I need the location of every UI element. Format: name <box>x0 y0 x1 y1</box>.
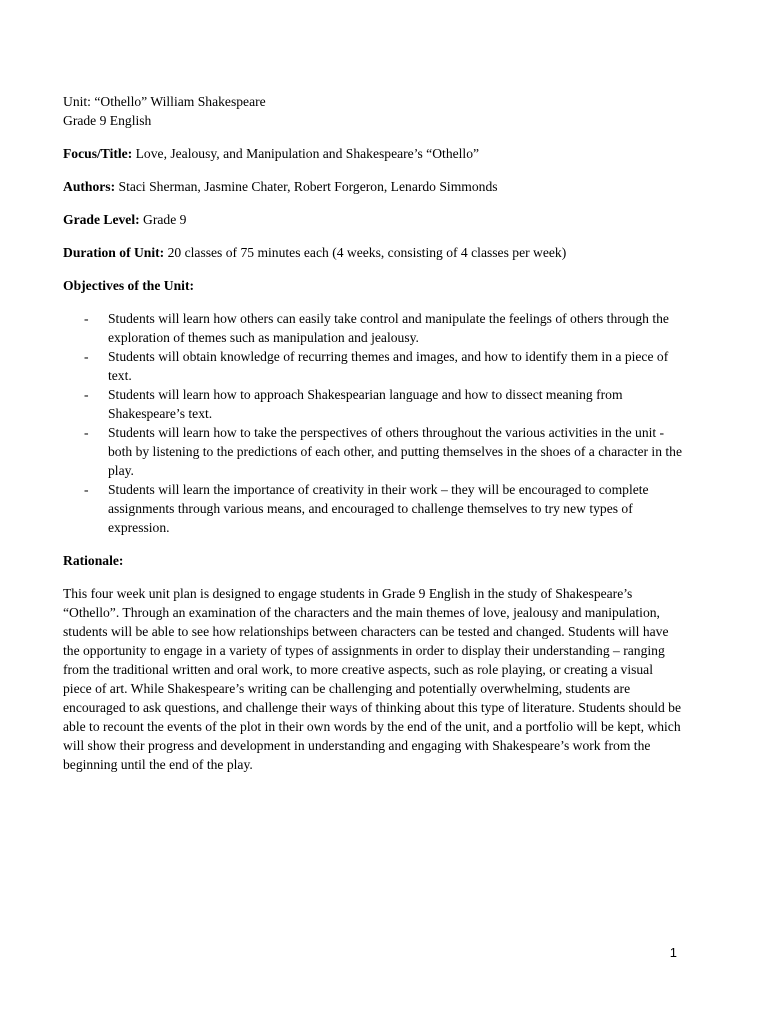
objective-text: Students will learn how to take the perspectives of others throughout the various activities in the unit - both by listening to the predictions of each other, and putting themselves in the shoes of a character in the play. <box>108 425 683 478</box>
authors-line <box>63 177 685 196</box>
bullet-dash: - <box>84 311 89 326</box>
objectives-list <box>63 309 685 537</box>
unit-header <box>63 92 685 130</box>
focus-title-label: Focus/Title: <box>63 146 133 161</box>
grade-subject: Grade 9 English <box>63 113 152 128</box>
bullet-dash: - <box>84 387 89 402</box>
grade-level-value: Grade 9 <box>139 212 187 227</box>
objective-item <box>63 309 685 347</box>
page-number: 1 <box>669 945 677 960</box>
objective-item <box>63 347 685 385</box>
duration-label: Duration of Unit: <box>63 245 165 260</box>
objective-text: Students will learn how to approach Shakespearian language and how to dissect meaning from Shakespeare’s text. <box>108 387 623 421</box>
focus-title-value: Love, Jealousy, and Manipulation and Shakespeare’s “Othello” <box>132 146 480 161</box>
document-page <box>63 92 685 774</box>
duration-value: 20 classes of 75 minutes each (4 weeks, consisting of 4 classes per week) <box>164 245 567 260</box>
authors-label: Authors: <box>63 179 116 194</box>
objective-text: Students will learn how others can easily take control and manipulate the feelings of others through the exploration of themes such as manipulation and jealousy. <box>108 311 669 345</box>
unit-title: Unit: “Othello” William Shakespeare <box>63 94 266 109</box>
objective-text: Students will obtain knowledge of recurring themes and images, and how to identify them in a piece of text. <box>108 349 669 383</box>
rationale-heading: Rationale: <box>63 553 124 568</box>
grade-level-label: Grade Level: <box>63 212 140 227</box>
duration-line <box>63 243 685 262</box>
bullet-dash: - <box>84 482 89 497</box>
focus-title-line <box>63 144 685 163</box>
objective-item <box>63 480 685 537</box>
bullet-dash: - <box>84 349 89 364</box>
objective-item <box>63 423 685 480</box>
grade-level-line <box>63 210 685 229</box>
objective-item <box>63 385 685 423</box>
rationale-paragraph: This four week unit plan is designed to engage students in Grade 9 English in the study of Shakespeare’s “Othello”. Through an examination of the characters and the main themes of love, jealousy and manipulation, students will be able to see how relationships between characters can be tested and changed. Students will have the opportunity to engage in a variety of types of assignments in order to display their understanding – ranging from the traditional written and oral work, to more creative aspects, such as role playing, or creating a visual piece of art. While Shakespeare’s writing can be challenging and potentially overwhelming, students are encouraged to ask questions, and challenge their ways of thinking about this type of literature. Students should be able to recount the events of the plot in their own words by the end of the unit, and a portfolio will be kept, which will show their progress and development in understanding and engaging with Shakespeare’s work from the beginning until the end of the play. <box>63 586 681 772</box>
bullet-dash: - <box>84 425 89 440</box>
authors-value: Staci Sherman, Jasmine Chater, Robert Forgeron, Lenardo Simmonds <box>115 179 498 194</box>
objectives-heading: Objectives of the Unit: <box>63 278 194 293</box>
objective-text: Students will learn the importance of creativity in their work – they will be encouraged to complete assignments through various means, and encouraged to challenge themselves to try new types of expression. <box>108 482 649 535</box>
